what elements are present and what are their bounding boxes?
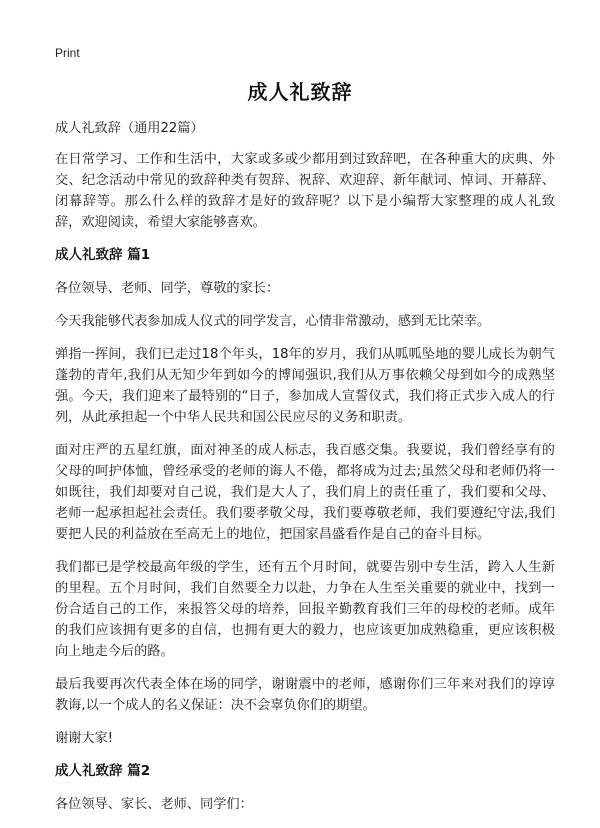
section1-thanks: 谢谢大家! (55, 731, 114, 746)
section2-greeting: 各位领导、家长、老师、同学们： (55, 797, 253, 812)
article-body (55, 118, 555, 815)
section1-paragraph-4: 我们都已是学校最高年级的学生，还有五个月时间，就要告别中专生活，跨入人生新的里程。五个月时间，我们自然要全力以赴，力争在人生至关重要的就业中，找到一份合适自己的工作，来报答父母的培养，回报辛勤教育我们三年的母校的老师。成年的我们应该拥有更多的自信，也拥有更大的毅力，也应该更加成熟稳重，更应该积极向上地走今后的路。 (55, 560, 555, 659)
section1-greeting: 各位领导、老师、同学，尊敬的家长： (55, 281, 280, 296)
section-heading-1: 成人礼致辞 篇1 (55, 247, 151, 263)
section1-paragraph-2: 弹指一挥间，我们已走过18个年头，18年的岁月，我们从呱呱坠地的婴儿成长为朝气蓬勃的青年,我们从无知少年到如今的博闻强识,我们从万事依赖父母到如今的成熟坚强。今天，我们迎来了最特别的“日子，参加成人宣誓仪式，我们将正式步入成人的行列，从此承担起一个中华人民共和国公民应尽的义务和职责。 (55, 347, 555, 425)
section1-paragraph-5: 最后我要再次代表全体在场的同学，谢谢震中的老师，感谢你们三年来对我们的谆谆教诲,以一个成人的名义保证：决不会辜负你们的期望。 (55, 677, 555, 713)
section-heading-2: 成人礼致辞 篇2 (55, 763, 151, 779)
section1-paragraph-3: 面对庄严的五星红旗，面对神圣的成人标志，我百感交集。我要说，我们曾经享有的父母的呵护体恤，曾经承受的老师的诲人不倦，都将成为过去;虽然父母和老师仍将一如既往，我们却要对自己说，我们是大人了，我们肩上的责任重了，我们要和父母、老师一起承担起社会责任。我们要孝敬父母，我们要尊敬老师，我们要遵纪守法,我们要把人民的利益放在至高无上的地位，把国家昌盛看作是自己的奋斗目标。 (55, 443, 555, 542)
print-link[interactable]: Print (55, 46, 80, 60)
article-subtitle: 成人礼致辞（通用22篇） (55, 121, 204, 136)
page-title: 成人礼致辞 (247, 80, 353, 104)
section1-paragraph-1: 今天我能够代表参加成人仪式的同学发言，心情非常激动，感到无比荣幸。 (55, 314, 491, 329)
intro-paragraph: 在日常学习、工作和生活中，大家或多或少都用到过致辞吧，在各种重大的庆典、外交、纪念活动中常见的致辞种类有贺辞、祝辞、欢迎辞、新年献词、悼词、开幕辞、闭幕辞等。那么什么样的致辞才是好的致辞呢？以下是小编帮大家整理的成人礼致辞，欢迎阅读，希望大家能够喜欢。 (55, 152, 555, 230)
